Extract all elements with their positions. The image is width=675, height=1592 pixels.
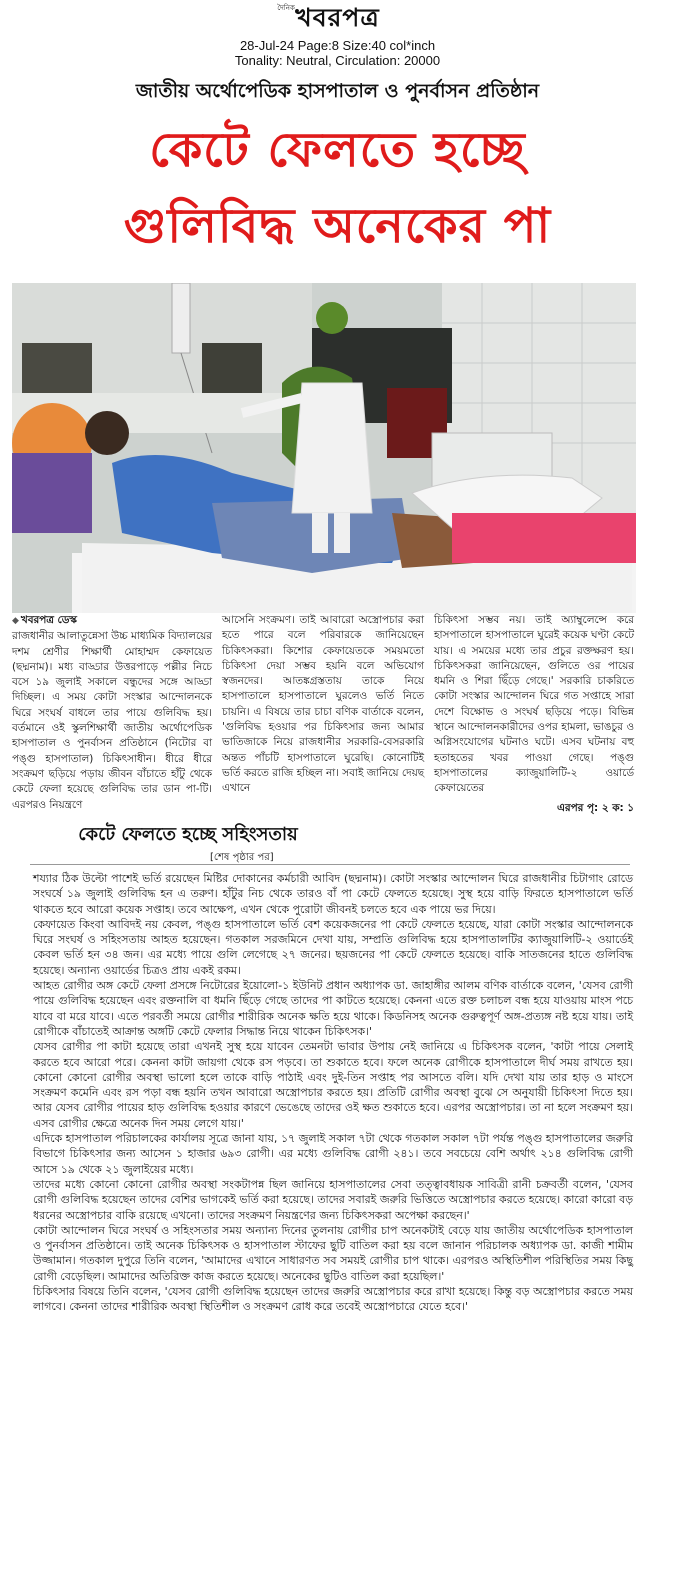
continuation-divider (30, 864, 630, 865)
byline: খবরপত্র ডেস্ক (20, 614, 77, 626)
article-column-1-text: রাজধানীর আলাতুন্নেসা উচ্চ মাধ্যমিক বিদ্যালয়ের দশম শ্রেণীর শিক্ষার্থী মোহাম্মদ কেফায়েত (ছদ্মনাম)। মধ্য বাড্ডার উত্তরপাড়ে পল্লীর নিচে বসে ১৯ জুলাই সকালে বন্ধুদের সঙ্গে আড্ডা দিচ্ছিল। এ সময় কোটা সংস্কার আন্দোলনকে ঘিরে সংঘর্ষ বাধলে তার পায়ে গুলিবিদ্ধ হয়। বর্তমানে ওই স্কুলশিক্ষার্থী জাতীয় অর্থোপেডিক হাসপাতাল ও পুনর্বাসন প্রতিষ্ঠানে (নিটোর বা পঙ্গু হাসপাতাল) চিকিৎসাধীন। ধীরে ধীরে সংক্রমণ ছড়িয়ে পড়ায় জীবন বাঁচাতে হাঁটু থেকে কেটে ফেলা হয়েছে গুলিবিদ্ধ তার ডান পা-টি। এরপরও নিয়ন্ত্রণে (12, 630, 212, 811)
newspaper-logo (277, 3, 383, 32)
article-column-3-text: চিকিৎসা সম্ভব নয়। তাই অ্যাম্বুলেন্সে করে হাসপাতালে হাসপাতালে ঘুরেই কয়েক ঘণ্টা কেটে যায়। এ সময়ের মধ্যে তার প্রচুর রক্তক্ষরণ হয়। চিকিৎসকরা জানিয়েছেন, গুলিতে ওর পায়ের ধমনি ও শিরা ছিঁড়ে গেছে।' সরকারি চাকরিতে কোটা সংস্কার আন্দোলন ঘিরে গত সপ্তাহে সারা দেশে বিক্ষোভ ও সংঘর্ষ ছড়িয়ে পড়ে। বিভিন্ন স্থানে আন্দোলনকারীদের ওপর হামলা, ভাঙচুর ও অগ্নিসংযোগের ঘটনাও ঘটে। এসব ঘটনায় বহু হতাহতের খবর পাওয়া গেছে। পঙ্গু হাসপাতালের ক্যাজুয়ালিটি-২ ওয়ার্ডে কেফায়েতের (434, 614, 634, 795)
logo-daily-label: দৈনিক (277, 4, 295, 12)
photo-illustration (12, 283, 636, 613)
continuation-paragraph: এদিকে হাসপাতাল পরিচালকের কার্যালয় সূত্রে জানা যায়, ১৭ জুলাই সকাল ৭টা থেকে গতকাল সকাল ৭টা পর্যন্ত পঙ্গু হাসপাতালের জরুরি বিভাগে চিকিৎসার জন্য আসেন ১ হাজার ৬৯৩ রোগী। এর মধ্যে গুলিবিদ্ধ রোগী ২৪১। তবে সবচেয়ে বেশি অর্থাৎ ২১৪ গুলিবিদ্ধ রোগী আসে ১৯ থেকে ২১ জুলাইয়ের মধ্যে। (33, 1132, 633, 1176)
continuation-paragraph: আহত রোগীর অঙ্গ কেটে ফেলা প্রসঙ্গে নিটোরের ইয়োলো-১ ইউনিট প্রধান অধ্যাপক ডা. জাহাঙ্গীর আলম বণিক বার্তাকে বলেন, 'যেসব রোগী পায়ে গুলিবিদ্ধ হয়েছেন এবং রক্তনালি বা ধমনি ছিঁড়ে গেছে তাদের পা কাটতে হয়েছে। কেননা এতে রক্ত চলাচল বন্ধ হয়ে যাওয়ায় মাংস পচে যাবে বা মরে যাবে। এতে পরবর্তী সময়ে রোগীর শারীরিক অনেক ক্ষতি হয়ে থাকে। কিডনিসহ অনেক গুরুত্বপূর্ণ অঙ্গ-প্রত্যঙ্গ নষ্ট হয়ে যায়। তাই রোগীকে বাঁচাতেই আক্রান্ত অঙ্গটি কেটে ফেলার সিদ্ধান্ত নিয়ে থাকেন চিকিৎসক।' (33, 979, 633, 1038)
headline-line-1: কেটে ফেলতে হচ্ছে (149, 122, 526, 178)
continued-marker: এরপর পৃ: ২ ক: ১ (557, 801, 634, 814)
article-column-3 (434, 613, 634, 816)
continuation-paragraph: চিকিৎসার বিষয়ে তিনি বলেন, 'যেসব রোগী গুলিবিদ্ধ হয়েছেন তাদের জরুরি অস্ত্রোপচার করে রাখা হয়েছে। কিন্তু বড় অস্ত্রোপচার করতে সময় লাগবে। কেননা তাদের শারীরিক অবস্থা স্থিতিশীল ও সংক্রমণ রোধ করে তবেই অস্ত্রোপচারে যেতে হবে।' (33, 1285, 633, 1314)
article-column-2-text: আসেনি সংক্রমণ। তাই আবারো অস্ত্রোপচার করা হতে পারে বলে পরিবারকে জানিয়েছেন চিকিৎসকরা। কিশোর কেফায়েতকে সময়মতো চিকিৎসা দেয়া সম্ভব হয়নি বলে অভিযোগ স্বজনদের। আতঙ্কগ্রস্ততায় তাকে নিয়ে হাসপাতালে হাসপাতালে ঘুরলেও ভর্তি নিতে চায়নি। এ বিষয়ে তার চাচা বণিক বার্তাকে বলেন, 'গুলিবিদ্ধ হওয়ার পর চিকিৎসার জন্য আমার ভাতিজাকে নিয়ে রাজধানীর সরকারি-বেসরকারি অন্তত পাঁচটি হাসপাতালে ঘুরেছি। কোনোটিই ভর্তি করতে রাজি হচ্ছিল না। সবাই জানিয়ে দেয়ছ এখানে (222, 614, 424, 795)
continuation-paragraph: কোটা আন্দোলন ঘিরে সংঘর্ষ ও সহিংসতার সময় অন্যান্য দিনের তুলনায় রোগীর চাপ অনেকটাই বেড়ে যায় জাতীয় অর্থোপেডিক হাসপাতাল ও পুনর্বাসন প্রতিষ্ঠানে। তাই অনেক চিকিৎসক ও হাসপাতাল স্টাফের ছুটি বাতিল করা হয় বলে জানান পরিচালক অধ্যাপক ডা. কাজী শামীম উজ্জামান। গতকাল দুপুরে তিনি বলেন, 'আমাদের এখানে সাধারণত সব সময়ই রোগীর চাপ থাকে। এরপরও অস্থিতিশীল পরিস্থিতির সময় কিছু রোগী বেড়েছিল। আমাদের অতিরিক্ত কাজ করতে হয়েছে। অনেকের ছুটিও বাতিল করা হয়েছিল।' (33, 1223, 633, 1283)
newspaper-name: খবরপত্র (295, 3, 380, 32)
continuation-from: [শেষ পৃষ্ঠার পর] (210, 852, 274, 863)
article-kicker: জাতীয় অর্থোপেডিক হাসপাতাল ও পুনর্বাসন প্রতিষ্ঠান (135, 80, 540, 102)
continuation-body (33, 871, 633, 1315)
byline-diamond-icon: ◆ (12, 616, 19, 626)
article-column-2 (222, 613, 424, 797)
article-column-1 (12, 613, 212, 813)
clipping-meta-tonality: Tonality: Neutral, Circulation: 20000 (234, 53, 441, 68)
headline-line-2: গুলিবিদ্ধ অনেকের পা (123, 198, 552, 254)
continuation-paragraph: শয্যার ঠিক উল্টো পাশেই ভর্তি রয়েছেন মিষ্টির দোকানের কর্মচারী আবিদ (ছদ্মনাম)। কোটা সংস্কার আন্দোলন ঘিরে রাজধানীর চিটাগাং রোডে সংঘর্ষে ১৯ জুলাই গুলিবিদ্ধ হন এ তরুণ। হাঁটুর নিচ থেকে তারও বাঁ পা কেটে ফেলতে হয়েছে। সুস্থ হয়ে বাড়ি ফিরতে হাসপাতালে ভর্তি থাকতে হবে আরো কয়েক সপ্তাহ। তবে আক্ষেপ, এখন থেকে পুরোটা জীবনই চলতে হবে এক পায়ে ভর দিয়ে। (33, 872, 633, 916)
continuation-heading: কেটে ফেলতে হচ্ছে সহিংসতায় (78, 824, 298, 845)
continuation-paragraph: তাদের মধ্যে কোনো কোনো রোগীর অবস্থা সংকটাপন্ন ছিল জানিয়ে হাসপাতালের সেবা তত্ত্বাবধায়ক সাবিত্রী রানী চক্রবর্তী বলেন, 'যেসব রোগী গুলিবিদ্ধ হয়েছেন তাদের বেশির ভাগকেই ভর্তি করা হয়েছে। তাদের সবারই জরুরি ভিত্তিতে অস্ত্রোপচার করতে হয়েছে। কারো কারো বড় ধরনের অস্ত্রোপচার বাকি রয়েছে এখনো। তাদের সংক্রমণ নিয়ন্ত্রণের জন্য চিকিৎসকরা অপেক্ষা করছেন।' (33, 1177, 633, 1222)
continuation-paragraph: যেসব রোগীর পা কাটা হয়েছে তারা এখনই সুস্থ হয়ে যাবেন তেমনটা ভাবার উপায় নেই জানিয়ে এ চিকিৎসক বলেন, 'কাটা পায়ে সেলাই করতে হবে আরো পরে। কেননা কাটা জায়গা থেকে রস পড়বে। তা শুকাতে হবে। ফলে অনেক রোগীকে হাসপাতালে দীর্ঘ সময় রাখতে হয়। কোনো কোনো রোগীর অবস্থা ভালো হলে তাকে বাড়ি পাঠাই এবং দুই-তিন সপ্তাহ পর আসতে বলি। যদি দেখা যায় তার হাড় ও মাংসে সংক্রমণ কমেনি এবং রস পড়া বন্ধ হয়নি তখন আবারো অস্ত্রোপচার করতে হয়। প্রতিটি রোগীর অবস্থা বুঝে সে অনুযায়ী চিকিৎসা দিতে হয়। আর যেসব রোগীর পায়ের হাড় গুলিবিদ্ধ হওয়ার কারণে ভেঙেছে তাদের ওই ক্ষত শুকাতে হবে। এরপর অস্ত্রোপচার। তা না হলে সংক্রমণ হয়। এসব রোগীর ক্ষেত্রে অনেক দিন সময় লেগে যায়।' (33, 1040, 633, 1130)
masthead (0, 4, 675, 32)
hospital-ward-photo (12, 283, 636, 613)
continuation-paragraph: কেফায়েত কিংবা আবিদই নয় কেবল, পঙ্গু হাসপাতালে ভর্তি বেশ কয়েকজনের পা কেটে ফেলতে হয়েছে, যারা কোটা সংস্কার আন্দোলনকে ঘিরে সংঘর্ষ ও সহিংসতায় আহত হয়েছেন। গতকাল সরজমিনে দেখা যায়, সম্প্রতি গুলিবিদ্ধ হয়ে হাসপাতালটির ক্যাজুয়ালিটি-২ ওয়ার্ডেই কেবল ভর্তি হন ৩৪ জন। এর মধ্যে পায়ে গুলি লেগেছে ২৭ জনের। ছয়জনের পা কেটে ফেলতে হয়েছে। বাকি সাতজনের হাতে গুলিবিদ্ধ হয়েছে। অন্যান্য ওয়ার্ডের চিত্রও প্রায় একই রকম। (33, 917, 633, 977)
clipping-meta-date: 28-Jul-24 Page:8 Size:40 col*inch (239, 38, 436, 53)
